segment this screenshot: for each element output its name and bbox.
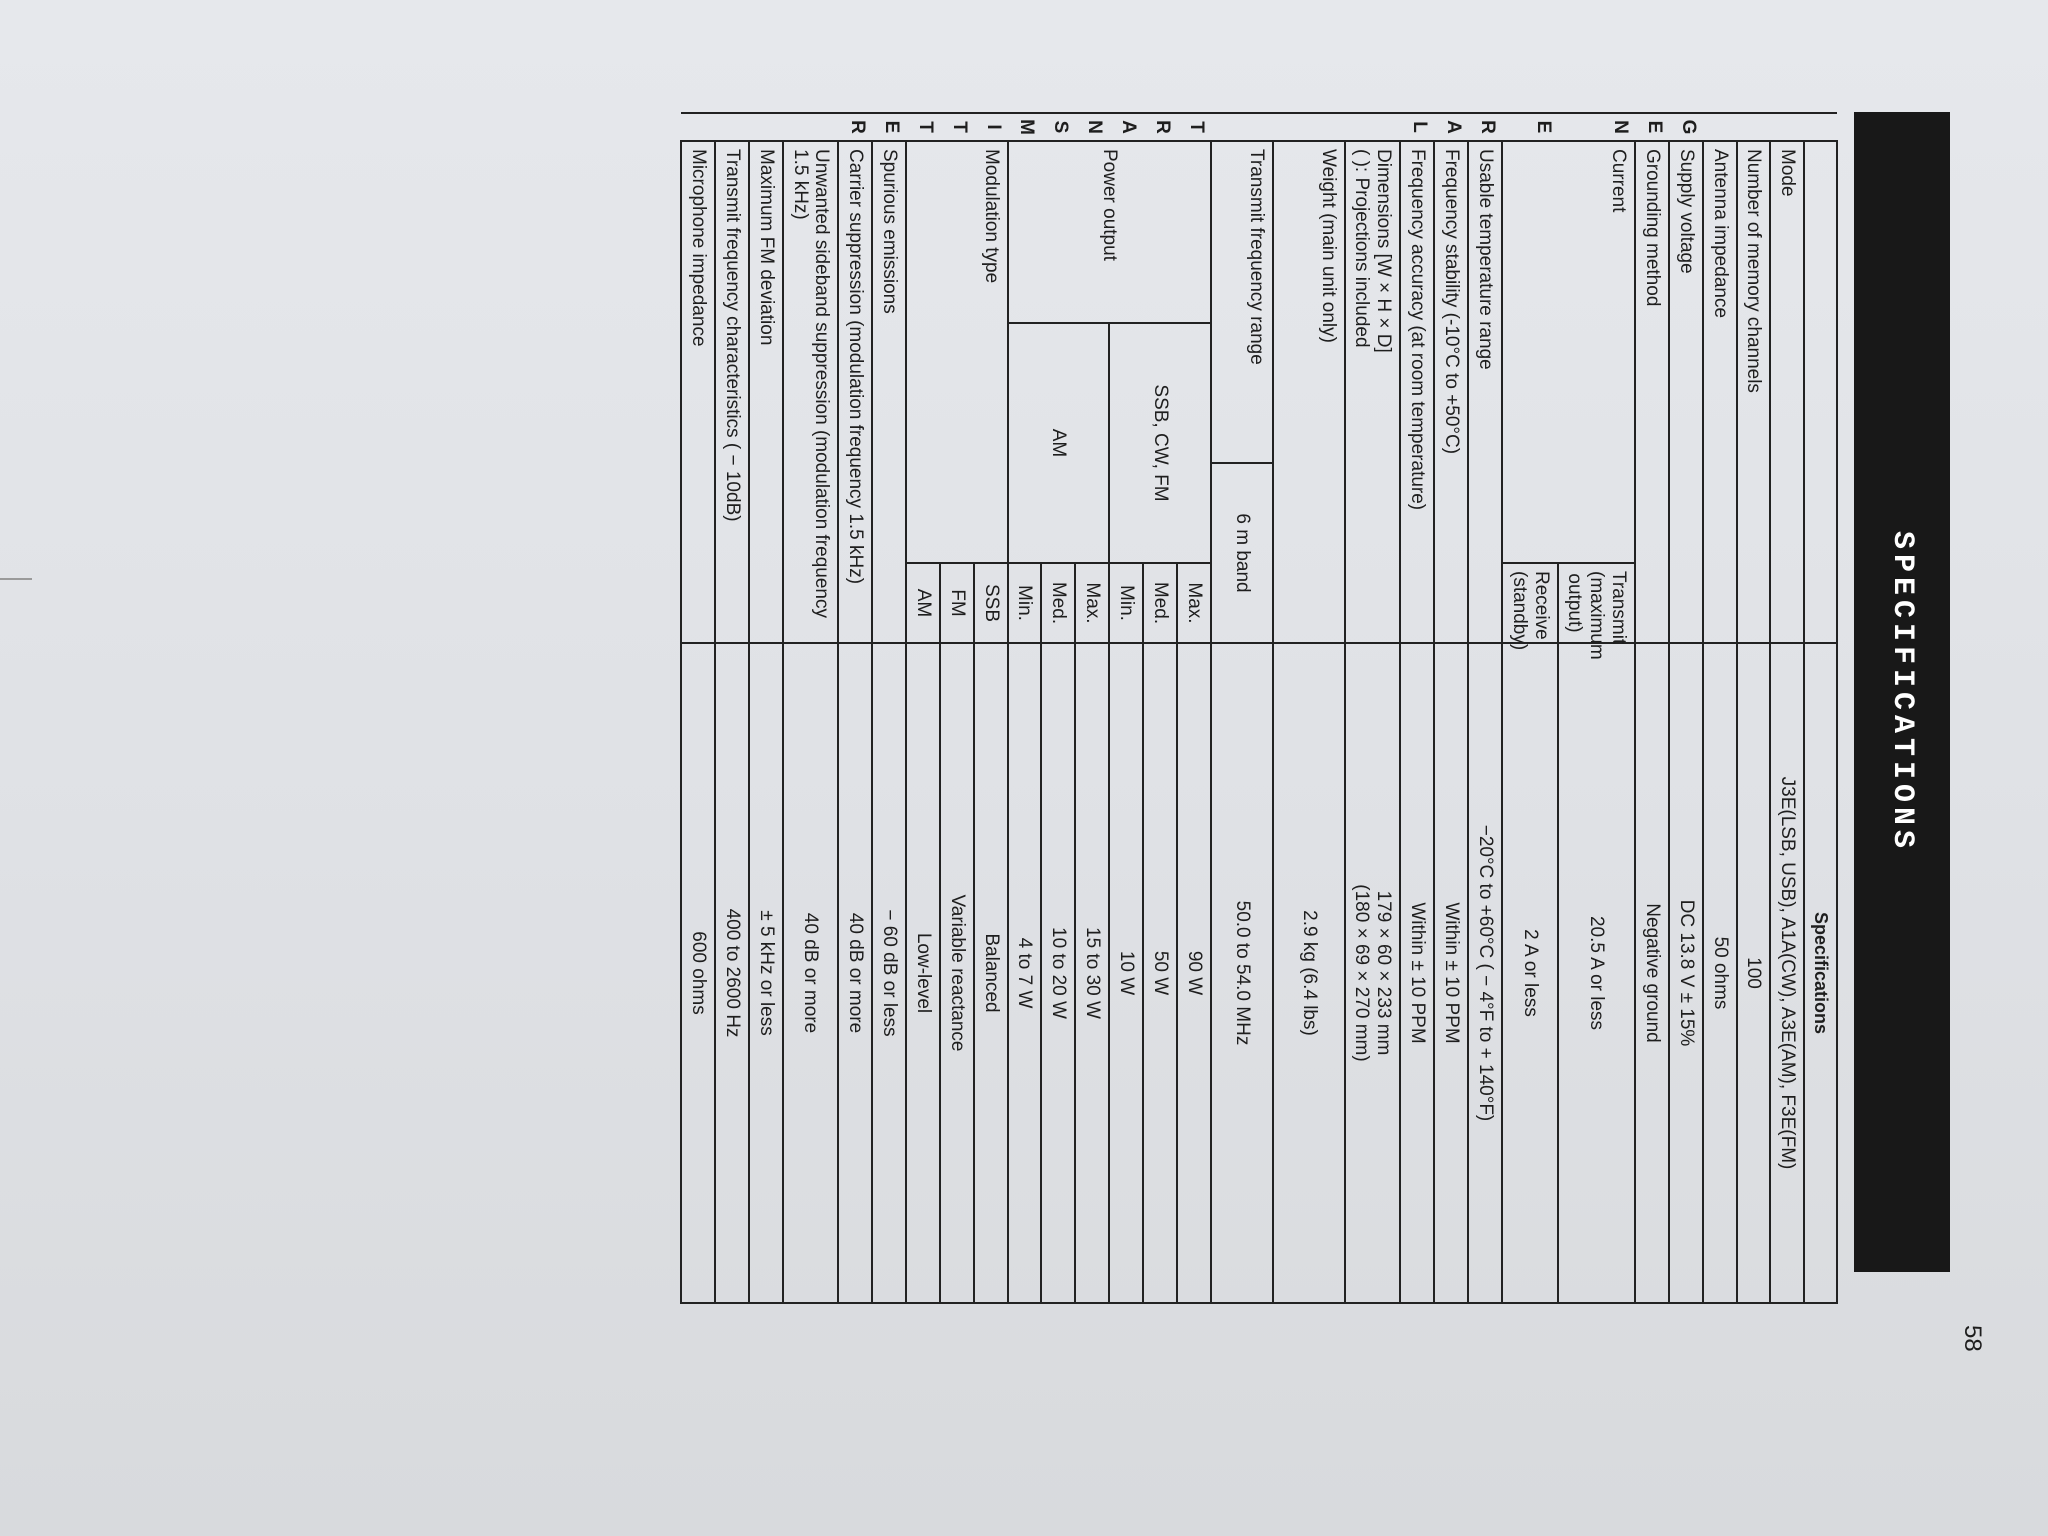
spec-label: Microphone impedance (681, 141, 715, 643)
spec-label: Usable temperature range (1468, 141, 1502, 643)
table-row (838, 113, 872, 1303)
spec-label: Carrier suppression (modulation frequency 1.5 kHz) (838, 141, 872, 643)
spec-value: Within ± 10 PPM (1434, 643, 1468, 1303)
table-row (783, 113, 839, 1303)
section-letter: T (940, 113, 974, 141)
adjacent-page-edge (0, 578, 32, 580)
spec-value: 40 dB or more (838, 643, 872, 1303)
section-letter (749, 113, 783, 141)
table-row (1770, 113, 1804, 1303)
page-number: 58 (1959, 1325, 1986, 1352)
table-row (1345, 113, 1401, 1303)
spec-value: 4 to 7 W (1008, 643, 1042, 1303)
section-letter: R (838, 113, 872, 141)
dimensions-label: Dimensions [W × H × D] (1373, 149, 1395, 353)
spec-sublabel: 6 m band (1211, 463, 1273, 643)
power-level: Max. (1177, 563, 1211, 643)
spec-value: DC 13.8 V ± 15% (1669, 643, 1703, 1303)
spec-value: 10 W (1109, 643, 1143, 1303)
spec-value: Balanced (974, 643, 1008, 1303)
spec-value: 90 W (1177, 643, 1211, 1303)
spec-label: Power output (1008, 141, 1211, 323)
section-letter: E (1635, 113, 1669, 141)
spec-value: 50 ohms (1703, 643, 1737, 1303)
spec-value: Within ± 10 PPM (1400, 643, 1434, 1303)
page-title: SPECIFICATIONS (1885, 530, 1919, 854)
rotated-page-content (240, 112, 1950, 1332)
spec-value: − 60 dB or less (872, 643, 906, 1303)
spec-value: 50 W (1143, 643, 1177, 1303)
spec-value: 40 dB or more (783, 643, 839, 1303)
power-level: Max. (1075, 563, 1109, 643)
table-row (1400, 113, 1434, 1303)
modulation-mode: SSB (974, 563, 1008, 643)
table-row (715, 113, 749, 1303)
spec-value: Variable reactance (940, 643, 974, 1303)
spec-label: Modulation type (906, 141, 1008, 563)
section-letter (1345, 113, 1401, 141)
section-letter: E (872, 113, 906, 141)
dimensions-value: 179 × 60 × 233 mm (1373, 890, 1395, 1056)
spec-label: Grounding method (1635, 141, 1669, 643)
table-row (1703, 113, 1737, 1303)
table-row (872, 113, 906, 1303)
section-letter: N (1558, 113, 1636, 141)
table-row (1177, 113, 1211, 1303)
spec-label: Frequency accuracy (at room temperature) (1400, 141, 1434, 643)
section-letter (681, 113, 715, 141)
spec-value: Low-level (906, 643, 940, 1303)
section-letter-cell (1804, 113, 1837, 141)
power-level: Med. (1143, 563, 1177, 643)
section-letter (783, 113, 839, 141)
dimensions-projection-value: (180 × 69 × 270 mm) (1351, 884, 1373, 1062)
spec-label: Transmit frequency range (1211, 141, 1273, 463)
spec-value: 100 (1737, 643, 1771, 1303)
specifications-header: Specifications (1804, 643, 1837, 1303)
section-letter: G (1669, 113, 1703, 141)
section-letter: A (1434, 113, 1468, 141)
header-blank-cell (1804, 141, 1837, 643)
table-row (1737, 113, 1771, 1303)
spec-value: 2.9 kg (6.4 lbs) (1273, 643, 1345, 1303)
spec-value: 50.0 to 54.0 MHz (1211, 643, 1273, 1303)
spec-value: 15 to 30 W (1075, 643, 1109, 1303)
table-row (1669, 113, 1703, 1303)
title-bar (1854, 112, 1950, 1272)
spec-value: 600 ohms (681, 643, 715, 1303)
spec-value: 2 A or less (1502, 643, 1558, 1303)
spec-label: Number of memory channels (1737, 141, 1771, 643)
spec-label: Unwanted sideband suppression (modulation frequency 1.5 kHz) (783, 141, 839, 643)
spec-label: Supply voltage (1669, 141, 1703, 643)
projections-note: ( ): Projections included (1351, 149, 1373, 348)
spec-value: J3E(LSB, USB), A1A(CW), A3E(AM), F3E(FM) (1770, 643, 1804, 1303)
section-letter: L (1400, 113, 1434, 141)
spec-value: −20°C to +60°C ( − 4°F to + 140°F) (1468, 643, 1502, 1303)
spec-sublabel: AM (1008, 323, 1110, 563)
section-letter (1273, 113, 1345, 141)
spec-label: Frequency stability (-10°C to +50°C) (1434, 141, 1468, 643)
table-row (1558, 113, 1636, 1303)
modulation-mode: FM (940, 563, 974, 643)
spec-label: Current (1502, 141, 1635, 563)
power-level: Min. (1109, 563, 1143, 643)
table-row (681, 113, 715, 1303)
section-letter (1737, 113, 1771, 141)
section-letter (1703, 113, 1737, 141)
table-row (1434, 113, 1468, 1303)
specifications-table (680, 112, 1838, 1304)
spec-value: 20.5 A or less (1558, 643, 1636, 1303)
spec-label: Spurious emissions (872, 141, 906, 643)
section-letter (1211, 113, 1273, 141)
table-row (1635, 113, 1669, 1303)
section-letter: E (1502, 113, 1558, 141)
section-letter: I (974, 113, 1008, 141)
section-letter: M (1008, 113, 1042, 141)
power-level: Med. (1041, 563, 1075, 643)
spec-sublabel: SSB, CW, FM (1109, 323, 1211, 563)
spec-label: Weight (main unit only) (1273, 141, 1345, 643)
spec-label: Antenna impedance (1703, 141, 1737, 643)
table-row (974, 113, 1008, 1303)
section-letter: R (1468, 113, 1502, 141)
spec-sublabel: Receive (standby) (1502, 563, 1558, 643)
section-letter: T (906, 113, 940, 141)
section-letter: A (1109, 113, 1143, 141)
spec-value: Negative ground (1635, 643, 1669, 1303)
spec-label (1345, 141, 1401, 643)
spec-label: Transmit frequency characteristics ( − 10dB) (715, 141, 749, 643)
spec-value (1345, 643, 1401, 1303)
modulation-mode: AM (906, 563, 940, 643)
table-row (1273, 113, 1345, 1303)
spec-value: 10 to 20 W (1041, 643, 1075, 1303)
power-level: Min. (1008, 563, 1042, 643)
section-letter (715, 113, 749, 141)
section-letter: R (1143, 113, 1177, 141)
spec-label: Maximum FM deviation (749, 141, 783, 643)
table-row (1468, 113, 1502, 1303)
spec-value: 400 to 2600 Hz (715, 643, 749, 1303)
section-letter: N (1075, 113, 1109, 141)
section-letter (1770, 113, 1804, 141)
section-letter: S (1041, 113, 1075, 141)
spec-value: ± 5 kHz or less (749, 643, 783, 1303)
spec-label: Mode (1770, 141, 1804, 643)
spec-sublabel: Transmit (maximum output) (1558, 563, 1636, 643)
table-row (1211, 113, 1273, 1303)
section-letter: T (1177, 113, 1211, 141)
table-row (749, 113, 783, 1303)
table-header-row (1804, 113, 1837, 1303)
